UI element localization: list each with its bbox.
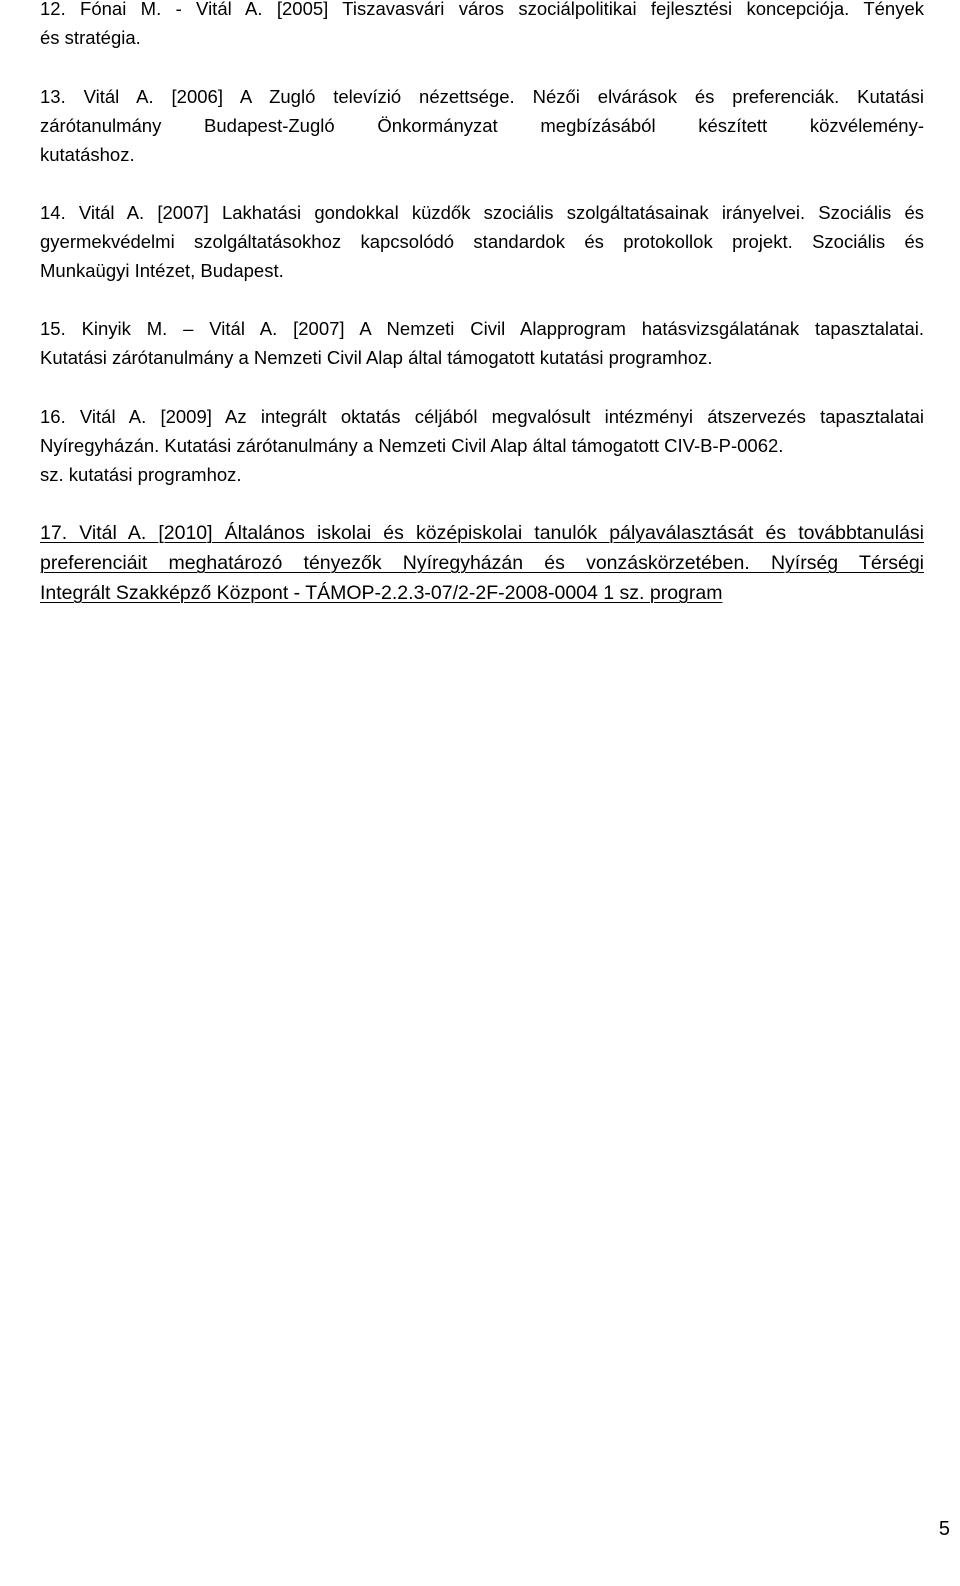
reference-line: kutatáshoz.	[40, 144, 135, 165]
reference-line: Integrált Szakképző Központ - TÁMOP-2.2.3-07/2-2F-2008-0004 1 sz. program	[40, 582, 723, 604]
reference-15	[40, 314, 924, 372]
reference-line: preferenciáit meghatározó tényezők Nyíregyházán és vonzáskörzetében. Nyírség Térségi	[40, 552, 924, 574]
reference-line: Munkaügyi Intézet, Budapest.	[40, 260, 284, 281]
reference-line: és stratégia.	[40, 27, 141, 48]
page-number: 5	[938, 1518, 950, 1540]
reference-line: sz. kutatási programhoz.	[40, 464, 242, 485]
reference-line: gyermekvédelmi szolgáltatásokhoz kapcsolódó standardok és protokollok projekt. Szociális és	[40, 231, 924, 252]
reference-line: 17. Vitál A. [2010] Általános iskolai és középiskolai tanulók pályaválasztását és továbbtanulási	[40, 522, 924, 544]
reference-line: Kutatási zárótanulmány a Nemzeti Civil Alap által támogatott kutatási programhoz.	[40, 347, 713, 368]
reference-line: 16. Vitál A. [2009] Az integrált oktatás céljából megvalósult intézményi átszervezés tapasztalatai	[40, 406, 924, 427]
reference-17	[40, 518, 924, 608]
reference-12	[40, 0, 924, 52]
reference-16	[40, 402, 924, 489]
reference-line: 14. Vitál A. [2007] Lakhatási gondokkal küzdők szociális szolgáltatásainak irányelvei. Szociális és	[40, 202, 924, 223]
reference-14	[40, 198, 924, 285]
reference-line: 13. Vitál A. [2006] A Zugló televízió nézettsége. Nézői elvárások és preferenciák. Kutatási	[40, 86, 924, 107]
reference-line: 15. Kinyik M. – Vitál A. [2007] A Nemzeti Civil Alapprogram hatásvizsgálatának tapasztalatai.	[40, 318, 924, 339]
reference-line: zárótanulmány Budapest-Zugló Önkormányzat megbízásából készített közvélemény-	[40, 115, 924, 136]
page-body	[40, 0, 924, 1586]
reference-13	[40, 82, 924, 169]
reference-line: 12. Fónai M. - Vitál A. [2005] Tiszavasvári város szociálpolitikai fejlesztési koncepciója. Tények	[40, 0, 924, 19]
reference-line: Nyíregyházán. Kutatási zárótanulmány a Nemzeti Civil Alap által támogatott CIV-B-P-0062.	[40, 435, 784, 456]
